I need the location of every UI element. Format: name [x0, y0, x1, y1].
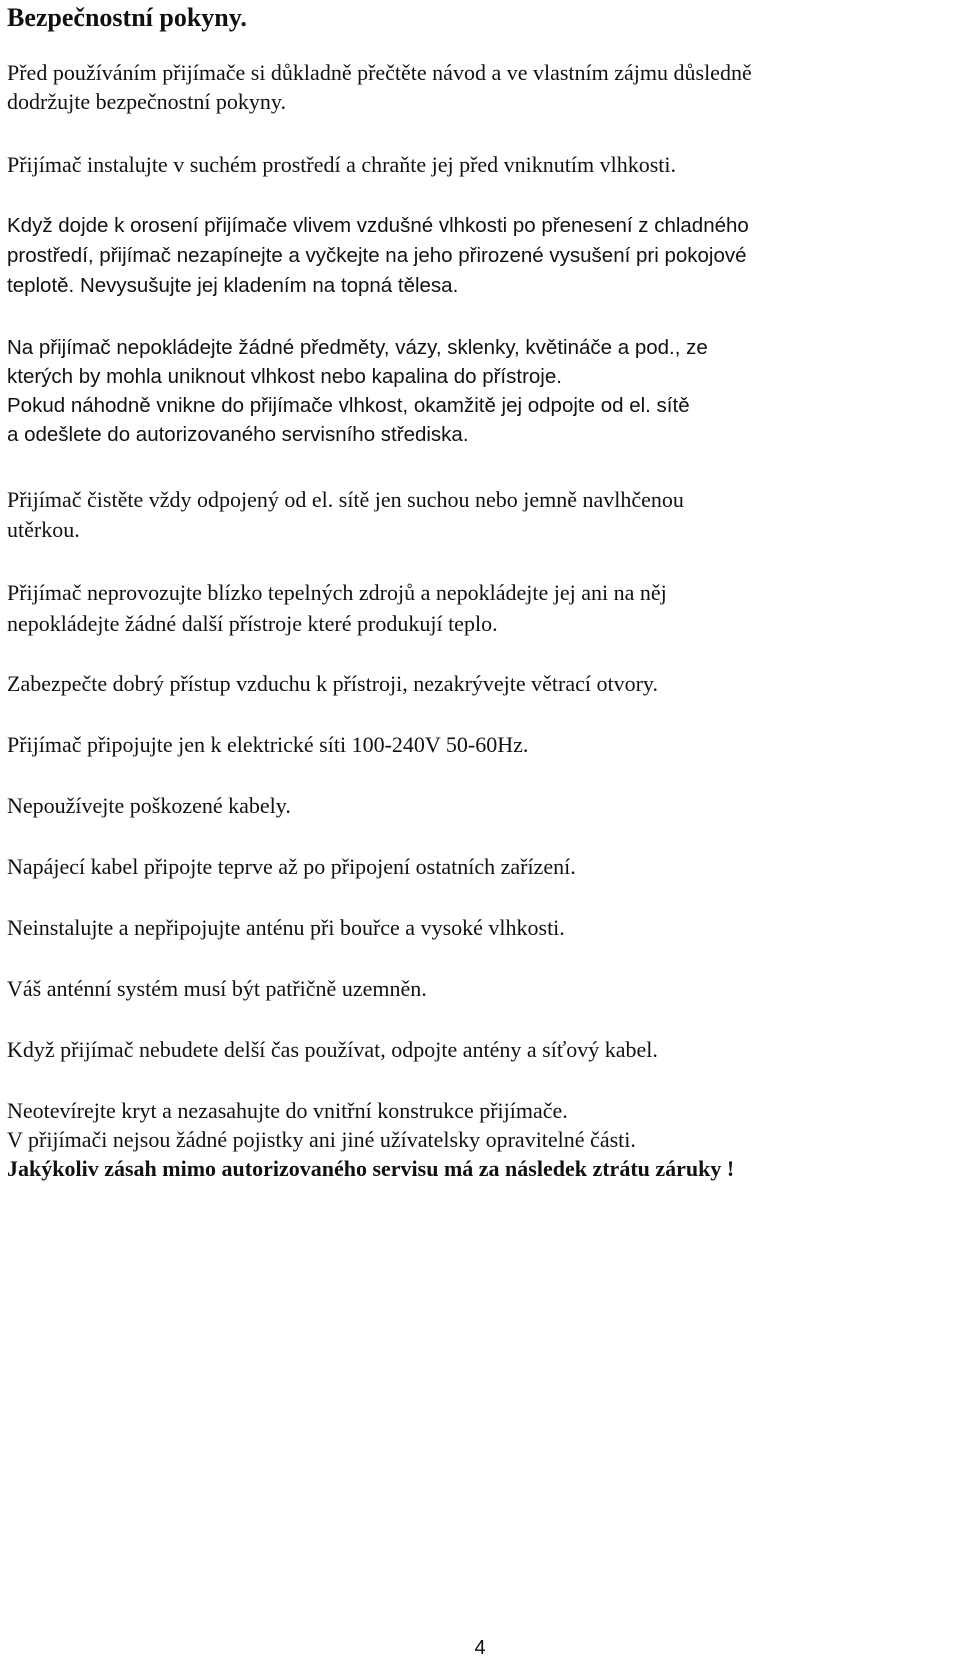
text-line: Neinstalujte a nepřipojujte anténu při bouřce a vysoké vlhkosti.: [7, 915, 565, 940]
text-line: dodržujte bezpečnostní pokyny.: [7, 89, 286, 114]
paragraph-grounding: [7, 974, 942, 1003]
text-line: nepokládejte žádné další přístroje které produkují teplo.: [7, 611, 498, 636]
page-title: Bezpečnostní pokyny.: [7, 3, 247, 32]
text-line: Na přijímač nepokládejte žádné předměty, vázy, sklenky, květináče a pod., ze: [7, 336, 708, 359]
text-line: Přijímač čistěte vždy odpojený od el. sítě jen suchou nebo jemně navlhčenou: [7, 487, 684, 512]
text-line: utěrkou.: [7, 517, 80, 542]
paragraph-long-absence: [7, 1035, 942, 1064]
text-line: Před používáním přijímače si důkladně přečtěte návod a ve vlastním zájmu důsledně: [7, 60, 752, 85]
paragraph-antenna-storm: [7, 913, 942, 942]
text-line: Přijímač připojujte jen k elektrické síti 100-240V 50-60Hz.: [7, 732, 529, 757]
text-line: Zabezpečte dobrý přístup vzduchu k přístroji, nezakrývejte větrací otvory.: [7, 671, 658, 696]
page-number: 4: [474, 1637, 486, 1659]
paragraph-ventilation: [7, 669, 942, 698]
paragraph-power: [7, 730, 942, 759]
text-line: a odešlete do autorizovaného servisního střediska.: [7, 423, 469, 446]
text-line: Váš anténní systém musí být patřičně uzemněn.: [7, 976, 427, 1001]
paragraph-condensation: [7, 211, 942, 301]
warranty-warning: Jakýkoliv zásah mimo autorizovaného servisu má za následek ztrátu záruky !: [7, 1156, 735, 1181]
paragraph-cables: [7, 791, 942, 820]
text-line: Nepoužívejte poškozené kabely.: [7, 793, 291, 818]
paragraph-dry-environment: [7, 150, 942, 179]
paragraph-objects: [7, 333, 942, 449]
text-line: teplotě. Nevysušujte jej kladením na topná tělesa.: [7, 274, 459, 297]
text-line: Neotevírejte kryt a nezasahujte do vnitřní konstrukce přijímače.: [7, 1098, 568, 1123]
paragraph-intro: [7, 58, 942, 116]
paragraph-heat-sources: [7, 577, 942, 639]
text-line: prostředí, přijímač nezapínejte a vyčkejte na jeho přirozené vysušení pri pokojové: [7, 244, 747, 267]
text-line: Když dojde k orosení přijímače vlivem vzdušné vlhkosti po přenesení z chladného: [7, 214, 749, 237]
paragraph-power-cable: [7, 852, 942, 881]
text-line: Napájecí kabel připojte teprve až po připojení ostatních zařízení.: [7, 854, 576, 879]
text-line: Přijímač neprovozujte blízko tepelných zdrojů a nepokládejte jej ani na něj: [7, 580, 667, 605]
paragraph-cleaning: [7, 485, 942, 545]
text-line: Přijímač instalujte v suchém prostředí a chraňte jej před vniknutím vlhkosti.: [7, 152, 677, 177]
text-line: Pokud náhodně vnikne do přijímače vlhkost, okamžitě jej odpojte od el. sítě: [7, 394, 690, 417]
text-line: V přijímači nejsou žádné pojistky ani jiné užívatelsky opravitelné části.: [7, 1127, 636, 1152]
text-line: Když přijímač nebudete delší čas používat, odpojte antény a síťový kabel.: [7, 1037, 658, 1062]
text-line: kterých by mohla uniknout vlhkost nebo kapalina do přístroje.: [7, 365, 562, 388]
paragraph-warranty: [7, 1096, 942, 1183]
